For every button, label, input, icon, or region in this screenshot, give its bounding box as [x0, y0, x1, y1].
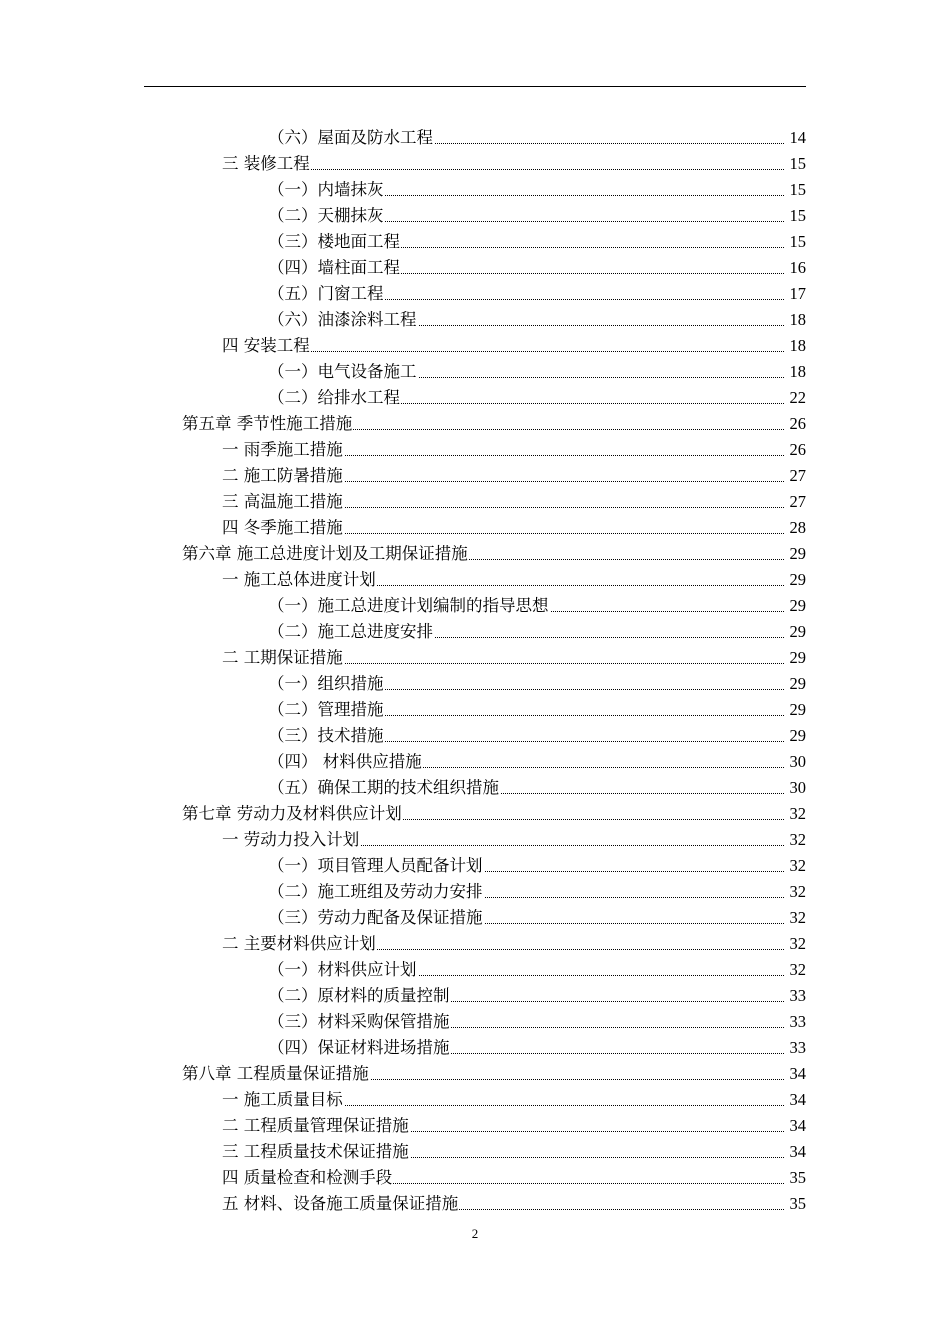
toc-entry-title: 二 工程质量管理保证措施 — [222, 1113, 410, 1139]
toc-entry-page: 18 — [789, 336, 806, 355]
toc-entry-page: 29 — [789, 570, 806, 589]
toc-entry-title: （二）原材料的质量控制 — [268, 983, 451, 1009]
toc-entry-title: 四 冬季施工措施 — [222, 515, 344, 541]
toc-entry-page: 32 — [789, 882, 806, 901]
toc-entry[interactable] — [0, 125, 806, 151]
toc-entry-title: 三 装修工程 — [222, 151, 311, 177]
toc-entry[interactable] — [0, 437, 806, 463]
toc-entry-page: 32 — [789, 856, 806, 875]
toc-entry-page: 26 — [789, 414, 806, 433]
toc-entry-title: （四） 材料供应措施 — [268, 749, 423, 775]
toc-entry[interactable] — [0, 203, 806, 229]
toc-entry-page: 33 — [789, 986, 806, 1005]
toc-entry-page: 33 — [789, 1012, 806, 1031]
toc-entry[interactable] — [0, 359, 806, 385]
toc-entry-page: 32 — [789, 960, 806, 979]
toc-entry-title: 一 施工质量目标 — [222, 1087, 344, 1113]
toc-entry[interactable] — [0, 983, 806, 1009]
toc-entry[interactable] — [0, 775, 806, 801]
toc-entry-title: 二 主要材料供应计划 — [222, 931, 377, 957]
toc-entry-title: （二）施工班组及劳动力安排 — [268, 879, 484, 905]
toc-entry[interactable] — [0, 463, 806, 489]
toc-entry-title: （一）内墙抹灰 — [268, 177, 385, 203]
toc-entry[interactable] — [0, 1191, 806, 1217]
toc-entry-page: 29 — [789, 648, 806, 667]
toc-entry-title: （一）组织措施 — [268, 671, 385, 697]
toc-entry-title: 二 工期保证措施 — [222, 645, 344, 671]
toc-entry-title: （一）项目管理人员配备计划 — [268, 853, 484, 879]
toc-entry-page: 27 — [789, 492, 806, 511]
toc-entry-page: 17 — [789, 284, 806, 303]
toc-entry[interactable] — [0, 1009, 806, 1035]
toc-entry-title: 五 材料、设备施工质量保证措施 — [222, 1191, 459, 1217]
toc-entry[interactable] — [0, 229, 806, 255]
toc-entry-title: 二 施工防暑措施 — [222, 463, 344, 489]
toc-entry[interactable] — [0, 827, 806, 853]
toc-entry-title: 一 施工总体进度计划 — [222, 567, 377, 593]
toc-entry[interactable] — [0, 905, 806, 931]
toc-entry[interactable] — [0, 151, 806, 177]
toc-entry-page: 27 — [789, 466, 806, 485]
toc-entry-page: 35 — [789, 1168, 806, 1187]
header-rule — [144, 86, 806, 87]
toc-entry[interactable] — [0, 307, 806, 333]
toc-entry-page: 15 — [789, 206, 806, 225]
toc-entry-title: 第八章 工程质量保证措施 — [182, 1061, 370, 1087]
toc-entry-page: 29 — [789, 726, 806, 745]
toc-entry-page: 15 — [789, 180, 806, 199]
toc-entry-title: （三）劳动力配备及保证措施 — [268, 905, 484, 931]
toc-entry[interactable] — [0, 645, 806, 671]
toc-entry[interactable] — [0, 1087, 806, 1113]
toc-entry-title: 三 高温施工措施 — [222, 489, 344, 515]
toc-entry-title: （二）给排水工程 — [268, 385, 401, 411]
toc-entry-title: （六）油漆涂料工程 — [268, 307, 418, 333]
toc-entry[interactable] — [0, 671, 806, 697]
toc-entry-page: 32 — [789, 934, 806, 953]
toc-entry-page: 28 — [789, 518, 806, 537]
toc-entry-page: 34 — [789, 1116, 806, 1135]
toc-entry[interactable] — [0, 1165, 806, 1191]
toc-entry[interactable] — [0, 177, 806, 203]
toc-entry[interactable] — [0, 957, 806, 983]
toc-entry[interactable] — [0, 1061, 806, 1087]
toc-entry-title: （一）电气设备施工 — [268, 359, 418, 385]
page-number: 2 — [471, 1226, 479, 1241]
toc-entry[interactable] — [0, 255, 806, 281]
toc-entry-title: 第六章 施工总进度计划及工期保证措施 — [182, 541, 469, 567]
toc-entry-page: 16 — [789, 258, 806, 277]
toc-entry-title: （二）管理措施 — [268, 697, 385, 723]
toc-entry-title: 一 雨季施工措施 — [222, 437, 344, 463]
toc-entry[interactable] — [0, 1035, 806, 1061]
toc-entry[interactable] — [0, 1139, 806, 1165]
toc-entry[interactable] — [0, 593, 806, 619]
toc-entry-page: 29 — [789, 596, 806, 615]
toc-entry-title: 第七章 劳动力及材料供应计划 — [182, 801, 403, 827]
toc-entry-title: （六）屋面及防水工程 — [268, 125, 434, 151]
toc-entry-title: （三）楼地面工程 — [268, 229, 401, 255]
toc-entry-page: 29 — [789, 544, 806, 563]
toc-entry[interactable] — [0, 697, 806, 723]
toc-entry-page: 35 — [789, 1194, 806, 1213]
toc-entry[interactable] — [0, 385, 806, 411]
toc-entry[interactable] — [0, 281, 806, 307]
toc-entry-title: （五）确保工期的技术组织措施 — [268, 775, 500, 801]
toc-entry[interactable] — [0, 853, 806, 879]
toc-entry-page: 32 — [789, 830, 806, 849]
toc-entry-page: 29 — [789, 700, 806, 719]
toc-entry[interactable] — [0, 879, 806, 905]
toc-entry[interactable] — [0, 801, 806, 827]
toc-entry-page: 14 — [789, 128, 806, 147]
toc-entry-page: 18 — [789, 310, 806, 329]
toc-entry-page: 18 — [789, 362, 806, 381]
toc-entry-title: 一 劳动力投入计划 — [222, 827, 360, 853]
toc-entry-page: 15 — [789, 232, 806, 251]
toc-entry[interactable] — [0, 333, 806, 359]
toc-entry-page: 32 — [789, 908, 806, 927]
toc-entry-title: （四）保证材料进场措施 — [268, 1035, 451, 1061]
toc-entry-title: （一）材料供应计划 — [268, 957, 418, 983]
toc-entry-title: （二）天棚抹灰 — [268, 203, 385, 229]
toc-entry-page: 34 — [789, 1142, 806, 1161]
toc-entry-page: 33 — [789, 1038, 806, 1057]
toc-entry-title: （五）门窗工程 — [268, 281, 385, 307]
toc-entry-page: 29 — [789, 674, 806, 693]
toc-entry-page: 15 — [789, 154, 806, 173]
toc-entry[interactable] — [0, 749, 806, 775]
toc-entry[interactable] — [0, 567, 806, 593]
toc-entry[interactable] — [0, 489, 806, 515]
toc-entry-page: 29 — [789, 622, 806, 641]
toc-entry-page: 26 — [789, 440, 806, 459]
toc-entry-title: 第五章 季节性施工措施 — [182, 411, 353, 437]
toc-entry-page: 30 — [789, 752, 806, 771]
toc-entry-title: （一）施工总进度计划编制的指导思想 — [268, 593, 550, 619]
toc-entry-title: 三 工程质量技术保证措施 — [222, 1139, 410, 1165]
toc-entry[interactable] — [0, 1113, 806, 1139]
toc-entry[interactable] — [0, 515, 806, 541]
toc-entry-title: （四）墙柱面工程 — [268, 255, 401, 281]
toc-entry-page: 34 — [789, 1064, 806, 1083]
toc-entry[interactable] — [0, 619, 806, 645]
table-of-contents — [0, 125, 950, 1217]
toc-entry-page: 32 — [789, 804, 806, 823]
toc-entry[interactable] — [0, 723, 806, 749]
toc-entry[interactable] — [0, 541, 806, 567]
toc-entry-page: 22 — [789, 388, 806, 407]
toc-entry-title: 四 安装工程 — [222, 333, 311, 359]
toc-entry-page: 34 — [789, 1090, 806, 1109]
toc-entry[interactable] — [0, 931, 806, 957]
toc-entry-page: 30 — [789, 778, 806, 797]
toc-entry[interactable] — [0, 411, 806, 437]
toc-entry-title: （三）技术措施 — [268, 723, 385, 749]
toc-entry-title: （三）材料采购保管措施 — [268, 1009, 451, 1035]
toc-entry-title: （二）施工总进度安排 — [268, 619, 434, 645]
toc-entry-title: 四 质量检查和检测手段 — [222, 1165, 393, 1191]
